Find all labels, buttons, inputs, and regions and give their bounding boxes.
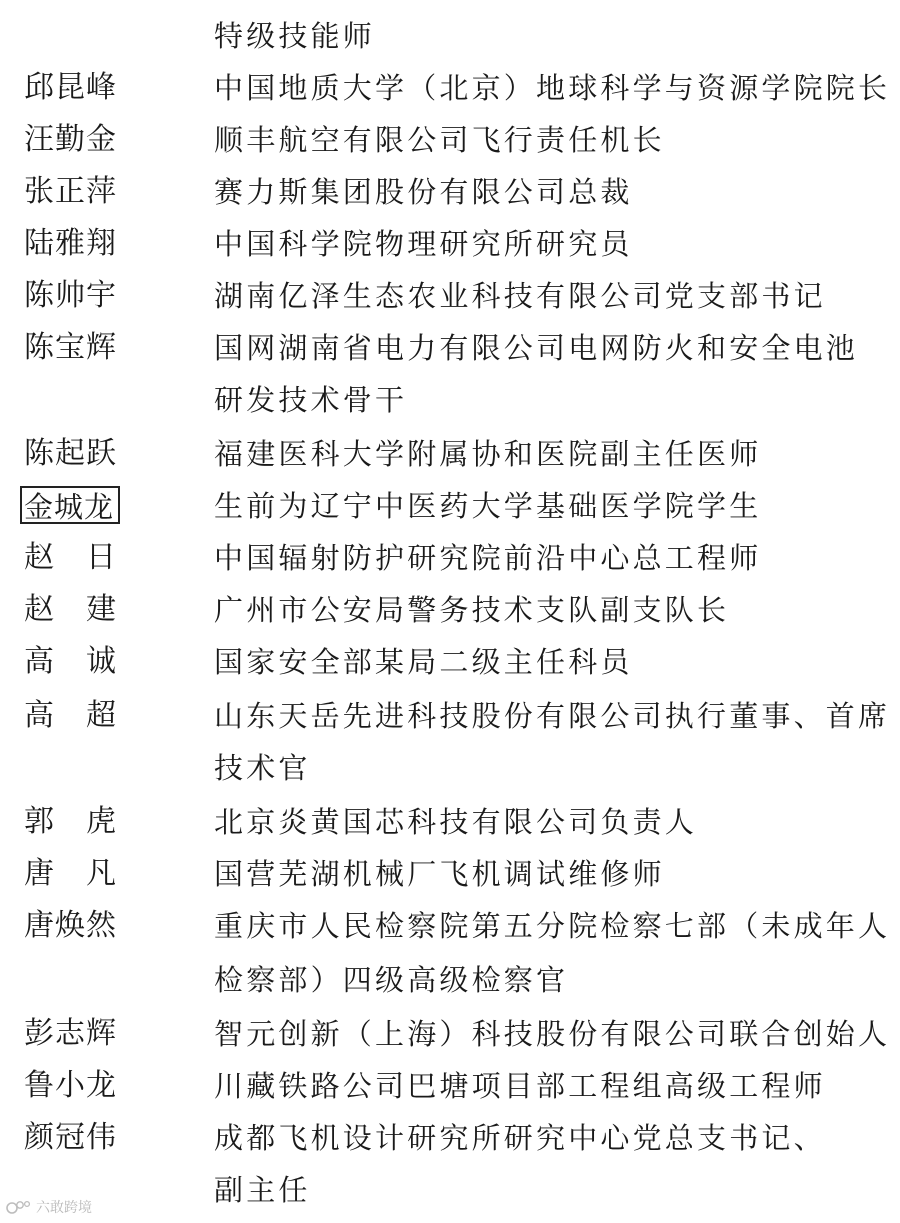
list-item-continuation <box>0 374 900 426</box>
list-item <box>0 690 900 742</box>
list-item <box>0 10 900 62</box>
list-item <box>0 1060 900 1112</box>
name-char: 超 <box>86 698 116 733</box>
entry-description: 湖南亿泽生态农业科技有限公司党支部书记 <box>214 279 826 313</box>
name-char: 高 <box>24 698 54 733</box>
list-item <box>0 848 900 900</box>
entry-description: 成都飞机设计研究所研究中心党总支书记、 <box>214 1121 826 1155</box>
boxed-person-name: 金城龙 <box>20 486 120 524</box>
person-name: 陈宝辉 <box>24 330 117 365</box>
entry-description: 技术官 <box>214 751 311 785</box>
entry-description: 国营芜湖机械厂飞机调试维修师 <box>214 857 665 891</box>
entry-description: 研发技术骨干 <box>214 383 408 417</box>
entry-description: 检察部）四级高级检察官 <box>214 963 569 997</box>
person-name: 陈帅宇 <box>24 278 117 313</box>
list-item <box>0 322 900 374</box>
entry-description: 重庆市人民检察院第五分院检察七部（未成年人 <box>214 909 891 943</box>
entry-description: 中国辐射防护研究院前沿中心总工程师 <box>214 541 762 575</box>
list-item <box>0 636 900 688</box>
list-item <box>0 114 900 166</box>
list-item <box>0 166 900 218</box>
person-name: 唐焕然 <box>24 908 117 943</box>
person-name: 彭志辉 <box>24 1016 117 1051</box>
watermark <box>6 1196 92 1218</box>
list-item <box>0 1112 900 1164</box>
name-char: 虎 <box>86 804 116 839</box>
person-name <box>24 584 116 636</box>
watermark-logo-icon <box>6 1199 32 1215</box>
person-name: 陆雅翔 <box>24 226 117 261</box>
name-char: 高 <box>24 644 54 679</box>
entry-description: 川藏铁路公司巴塘项目部工程组高级工程师 <box>214 1069 826 1103</box>
name-char: 赵 <box>24 540 54 575</box>
name-char: 凡 <box>86 856 116 891</box>
list-item <box>0 900 900 952</box>
entry-description: 副主任 <box>214 1173 311 1207</box>
entry-description: 山东天岳先进科技股份有限公司执行董事、首席 <box>214 699 891 733</box>
person-name: 鲁小龙 <box>24 1068 117 1103</box>
person-name <box>24 796 116 848</box>
name-char: 郭 <box>24 804 54 839</box>
list-item <box>0 1008 900 1060</box>
name-char: 唐 <box>24 856 54 891</box>
entry-description: 生前为辽宁中医药大学基础医学院学生 <box>214 489 762 523</box>
person-name <box>24 636 116 688</box>
person-name: 颜冠伟 <box>24 1120 117 1155</box>
watermark-text: 六敢跨境 <box>36 1200 92 1216</box>
person-name <box>24 532 116 584</box>
name-char: 建 <box>86 592 116 627</box>
list-item <box>0 428 900 480</box>
person-name <box>24 848 116 900</box>
entry-description: 广州市公安局警务技术支队副支队长 <box>214 593 730 627</box>
name-char: 赵 <box>24 592 54 627</box>
entry-description: 特级技能师 <box>214 19 376 53</box>
entry-description: 北京炎黄国芯科技有限公司负责人 <box>214 805 698 839</box>
list-item <box>0 270 900 322</box>
list-item <box>0 62 900 114</box>
person-name: 邱昆峰 <box>24 70 117 105</box>
name-char: 日 <box>86 540 116 575</box>
list-item <box>0 796 900 848</box>
list-item <box>0 480 900 532</box>
person-name: 汪勤金 <box>24 122 117 157</box>
person-name <box>24 690 116 742</box>
list-item-continuation <box>0 954 900 1006</box>
entry-description: 中国科学院物理研究所研究员 <box>214 227 633 261</box>
list-item <box>0 584 900 636</box>
list-item <box>0 218 900 270</box>
list-item-continuation <box>0 742 900 794</box>
entry-description: 赛力斯集团股份有限公司总裁 <box>214 175 633 209</box>
list-item <box>0 532 900 584</box>
name-char: 诚 <box>86 644 116 679</box>
entry-description: 福建医科大学附属协和医院副主任医师 <box>214 437 762 471</box>
entry-description: 国家安全部某局二级主任科员 <box>214 645 633 679</box>
entry-description: 智元创新（上海）科技股份有限公司联合创始人 <box>214 1017 891 1051</box>
entry-description: 顺丰航空有限公司飞行责任机长 <box>214 123 665 157</box>
person-name: 张正萍 <box>24 174 117 209</box>
entry-description: 中国地质大学（北京）地球科学与资源学院院长 <box>214 71 891 105</box>
person-name: 陈起跃 <box>24 436 117 471</box>
list-item-continuation <box>0 1164 900 1216</box>
entry-description: 国网湖南省电力有限公司电网防火和安全电池 <box>214 331 859 365</box>
